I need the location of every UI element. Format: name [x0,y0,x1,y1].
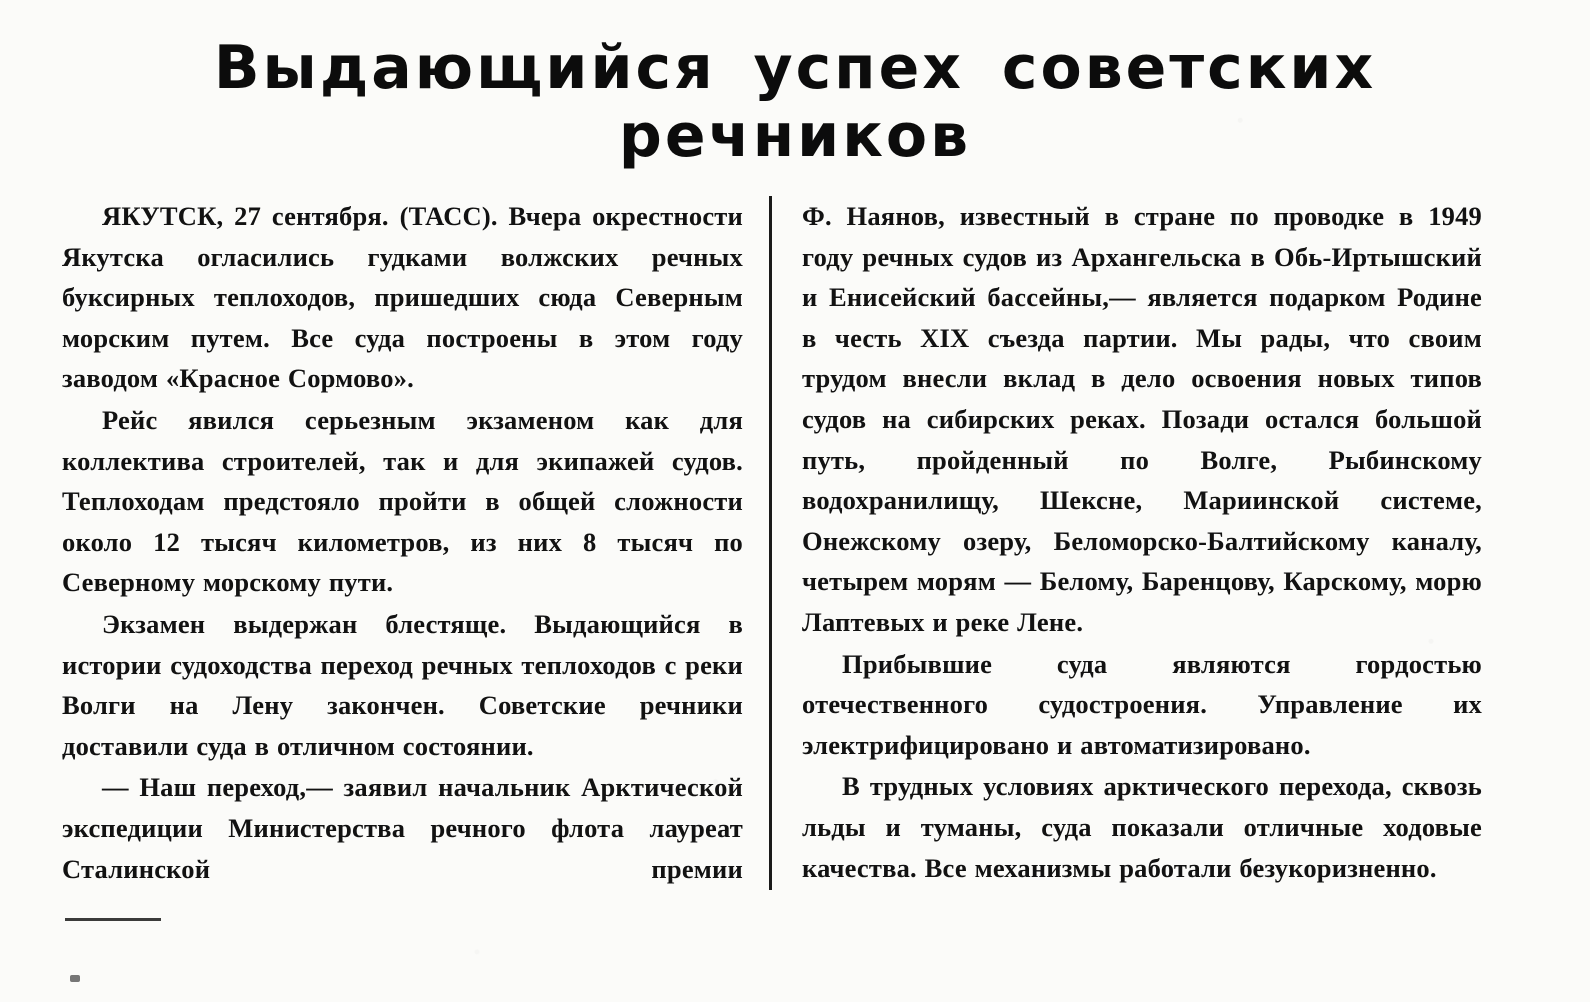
headline-line-1: Выдающийся успех советских [213,33,1377,103]
page-title [0,0,1590,171]
paragraph: ЯКУТСК, 27 сентября. (ТАСС). Вчера окрестности Якутска огласились гудками волжских речных буксирных теплоходов, пришедших сюда Северным морским путем. Все суда построены в этом году заводом «Красное Сормово». [62,201,743,394]
article-body [62,196,1530,890]
paragraph: В трудных условиях арктического перехода, сквозь льды и туманы, суда показали отличные ходовые качества. Все механизмы работали безукоризненно. [802,771,1482,883]
headline-line-2: речников [618,101,972,172]
paragraph: Экзамен выдержан блестяще. Выдающийся в истории судоходства переход речных теплоходов с реки Волги на Лену закончен. Советские речники доставили суда в отличном состоянии. [62,608,743,761]
paragraph: Ф. Наянов, известный в стране по проводке в 1949 году речных судов из Архангельска в Обь-Иртышский и Енисейский бассейны,— является подарком Родине в честь XIX съезда партии. Мы рады, что своим трудом внесли вклад в дело освоения новых типов судов на сибирских реках. Позади остался большой путь, пройденный по Волге, Рыбинскому водохранилищу, Шексне, Мариинской системе, Онежскому озеру, Беломорско-Балтийскому каналу, четырем морям — Белому, Баренцову, Карскому, морю Лаптевых и реке Лене. [802,201,1482,637]
ink-smudge-icon [65,918,161,921]
paragraph: Прибывшие суда являются гордостью отечественного судостроения. Управление их электрифицировано и автоматизировано. [802,648,1482,760]
paragraph: Рейс явился серьезным экзаменом как для коллектива строителей, так и для экипажей судов. Теплоходам предстояло пройти в общей сложности около 12 тысяч километров, из них 8 тысяч по Северному морскому пути. [62,404,743,598]
column-left [62,196,772,890]
paragraph: — Наш переход,— заявил начальник Арктической экспедиции Министерства речного флота лауреат Сталинской премии [62,772,743,884]
column-right [772,196,1482,890]
ink-speck-icon [70,975,80,982]
